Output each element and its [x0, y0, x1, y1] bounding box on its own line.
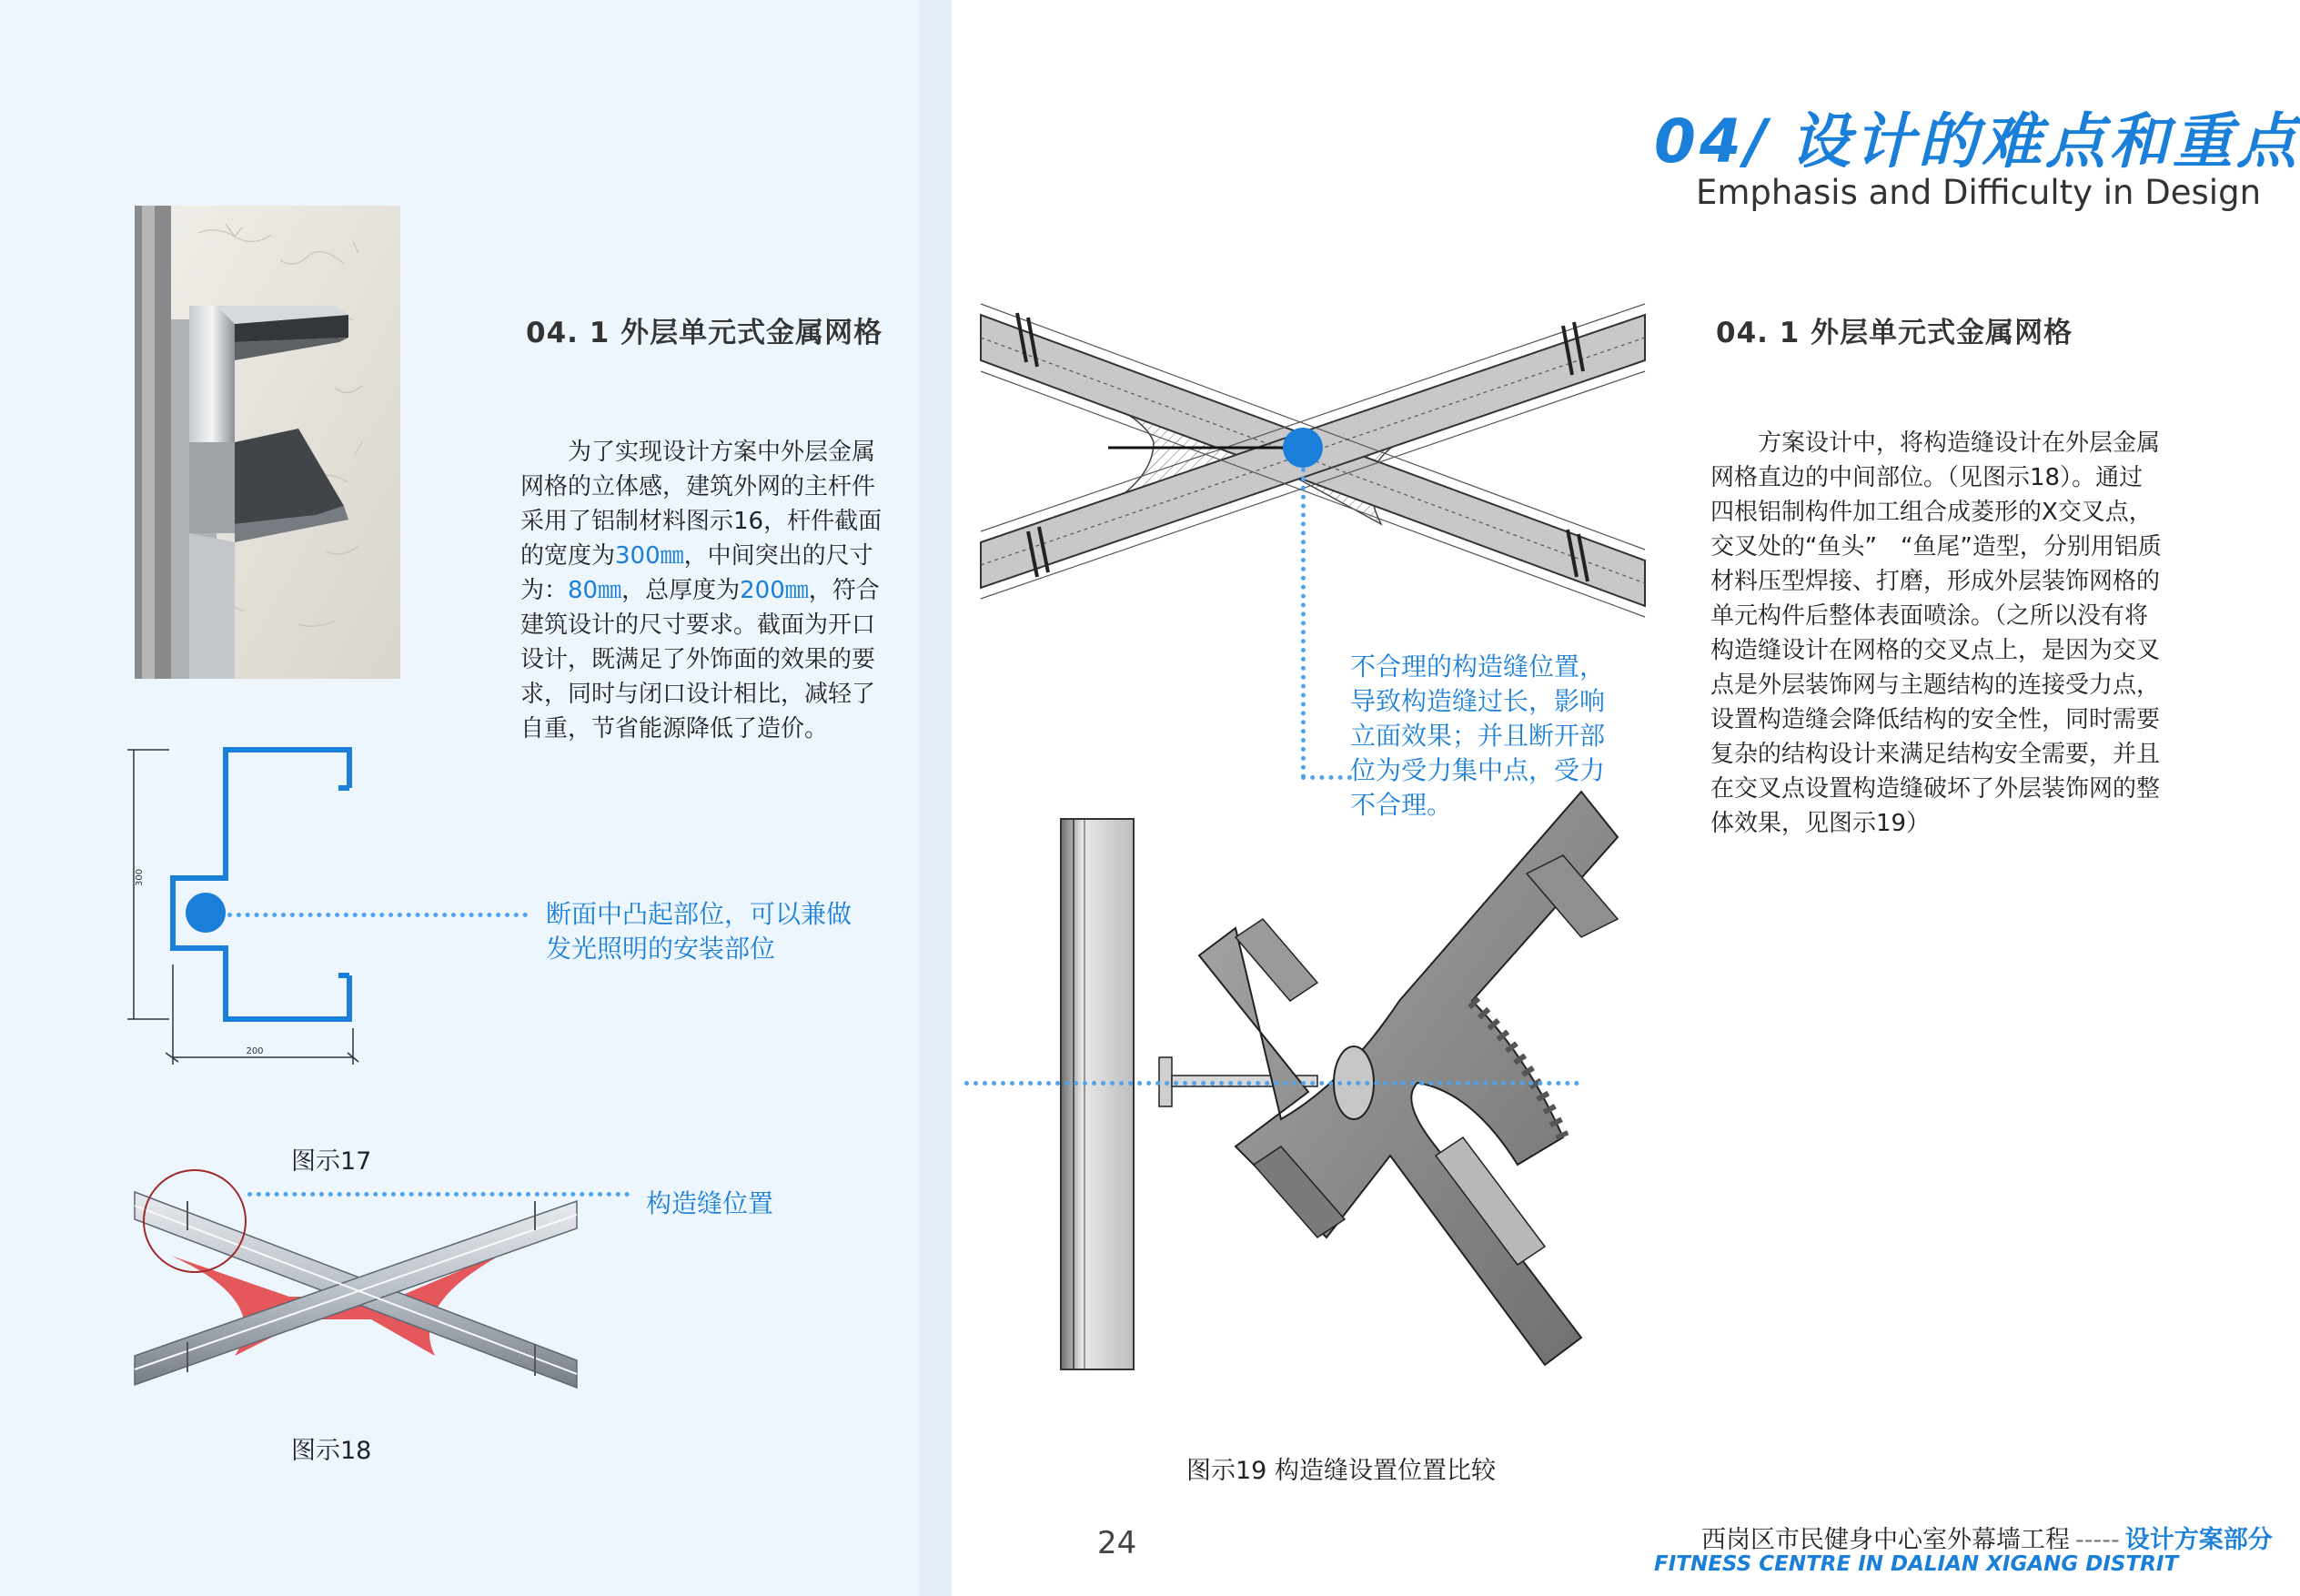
leader-line-joint: [247, 1192, 630, 1197]
leader-line-3d: [964, 1081, 1579, 1086]
footer-dash: -----: [2075, 1526, 2120, 1554]
caption-17: 图示17: [291, 1147, 372, 1176]
dim-width: 200: [246, 1046, 264, 1056]
footer-english: FITNESS CENTRE IN DALIAN XIGANG DISTRIT: [1654, 1552, 2179, 1576]
page-subtitle: Emphasis and Difficulty in Design: [1696, 173, 2262, 212]
title-cn: 设计的难点和重点: [1790, 106, 2300, 177]
joint-plan-drawing: [981, 288, 1645, 624]
joint-render: [135, 1174, 577, 1401]
section-drawing: [118, 737, 391, 1074]
page-number: 24: [1097, 1525, 1137, 1561]
thickness-value: 200㎜: [740, 577, 809, 604]
body-paragraph-right: [1710, 426, 2165, 841]
joint-3d-drawing: [963, 819, 1654, 1374]
body-text-right: 方案设计中，将构造缝设计在外层金属网格直边的中间部位。（见图示18）。通过四根铝制构件加工组合成菱形的X交叉点，交叉处的“鱼头” “鱼尾”造型，分别用铝质材料压型焊接、打磨，形成外层装饰网格的单元构件后整体表面喷涂。（之所以没有将构造缝设计在网格的交叉点上，是因为交叉点是外层装饰网与主题结构的连接受力点，设置构造缝会降低结构的安全性，同时需要复杂的结构设计来满足结构安全需要，并且在交叉点设置构造缝破坏了外层装饰网的整体效果，见图示19）: [1710, 429, 2162, 837]
caption-19: 图示19 构造缝设置位置比较: [1186, 1457, 1496, 1485]
body-text-3: ，总厚度为: [621, 577, 741, 604]
width-value: 300㎜: [615, 542, 684, 570]
footer-title: [1701, 1520, 2273, 1555]
footer-project-name: 西岗区市民健身中心室外幕墙工程: [1701, 1526, 2070, 1554]
dim-height: 300: [135, 868, 145, 886]
callout-section: 断面中凸起部位，可以兼做发光照明的安装部位: [546, 899, 852, 964]
title-number: 04/: [1654, 106, 1770, 177]
body-text-4: ，符合建筑设计的尺寸要求。截面为开口设计，既满足了外饰面的效果的要求，同时与闭口设计相比，减轻了自重，节省能源降低了造价。: [520, 577, 880, 742]
leader-line-section: [227, 913, 528, 917]
leader-line-horizontal: [1301, 775, 1352, 780]
callout-bad-position: 不合理的构造缝位置，导致构造缝过长，影响立面效果；并且断开部位为受力集中点，受力不合理。: [1350, 652, 1606, 820]
callout-joint: 构造缝位置: [646, 1188, 774, 1218]
body-text-2: ，中间突出的尺寸为：: [520, 542, 873, 604]
body-paragraph: [520, 435, 883, 746]
leader-line-vertical: [1301, 468, 1306, 779]
page-gutter: [919, 0, 952, 1596]
body-text-1: 为了实现设计方案中外层金属网格的立体感，建筑外网的主杆件采用了铝制材料图示16，杆件截面的宽度为: [520, 439, 883, 570]
footer-section: 设计方案部分: [2124, 1526, 2273, 1554]
section-heading-right: 04. 1 外层单元式金属网格: [1716, 317, 2073, 349]
caption-18: 图示18: [291, 1437, 372, 1465]
page-title: [1654, 93, 2300, 179]
profile-photo: [135, 206, 400, 679]
section-heading: 04. 1 外层单元式金属网格: [526, 317, 883, 349]
protrusion-value: 80㎜: [568, 577, 622, 604]
